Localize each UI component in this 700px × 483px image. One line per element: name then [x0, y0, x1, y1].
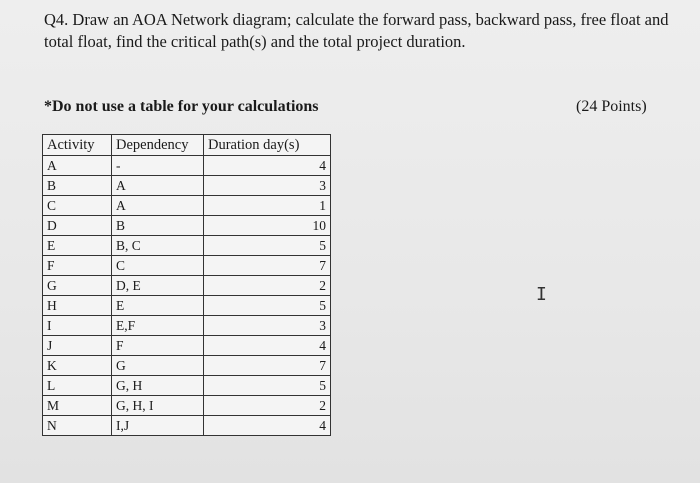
points-label: (24 Points) — [576, 98, 647, 115]
table-row — [43, 356, 331, 376]
table-row — [43, 176, 331, 196]
cell-dependency: E — [112, 296, 204, 316]
header-activity: Activity — [43, 135, 112, 156]
cell-duration: 5 — [204, 236, 331, 256]
cell-dependency: A — [112, 176, 204, 196]
cell-dependency: B, C — [112, 236, 204, 256]
cell-duration: 3 — [204, 316, 331, 336]
cell-dependency: E,F — [112, 316, 204, 336]
table-row — [43, 236, 331, 256]
question-text: Q4. Draw an AOA Network diagram; calculate the forward pass, backward pass, free float and total float, find the critical path(s) and the total project duration. — [44, 10, 669, 51]
table-row — [43, 336, 331, 356]
cell-duration: 4 — [204, 416, 331, 436]
table-row — [43, 256, 331, 276]
cell-dependency: G, H — [112, 376, 204, 396]
table-row — [43, 396, 331, 416]
cell-activity: L — [43, 376, 112, 396]
cell-activity: M — [43, 396, 112, 416]
table-row — [43, 296, 331, 316]
cell-activity: N — [43, 416, 112, 436]
cell-duration: 7 — [204, 256, 331, 276]
activity-table — [42, 134, 331, 436]
cell-dependency: D, E — [112, 276, 204, 296]
cell-dependency: G, H, I — [112, 396, 204, 416]
table-row — [43, 196, 331, 216]
cell-activity: A — [43, 156, 112, 176]
cell-duration: 4 — [204, 336, 331, 356]
cell-dependency: - — [112, 156, 204, 176]
text-cursor-icon: I — [536, 284, 547, 305]
cell-activity: C — [43, 196, 112, 216]
cell-dependency: A — [112, 196, 204, 216]
cell-activity: E — [43, 236, 112, 256]
table-row — [43, 376, 331, 396]
cell-dependency: I,J — [112, 416, 204, 436]
table-row — [43, 216, 331, 236]
cell-activity: B — [43, 176, 112, 196]
cell-dependency: G — [112, 356, 204, 376]
instruction-note: *Do not use a table for your calculations — [44, 98, 319, 115]
cell-duration: 7 — [204, 356, 331, 376]
cell-duration: 2 — [204, 396, 331, 416]
header-dependency: Dependency — [112, 135, 204, 156]
table-body — [43, 156, 331, 436]
cell-duration: 1 — [204, 196, 331, 216]
cell-dependency: C — [112, 256, 204, 276]
table-row — [43, 316, 331, 336]
cell-activity: F — [43, 256, 112, 276]
cell-dependency: F — [112, 336, 204, 356]
table-row — [43, 416, 331, 436]
cell-duration: 3 — [204, 176, 331, 196]
cell-dependency: B — [112, 216, 204, 236]
cell-activity: G — [43, 276, 112, 296]
cell-activity: J — [43, 336, 112, 356]
header-duration: Duration day(s) — [204, 135, 331, 156]
table-row — [43, 156, 331, 176]
cell-activity: I — [43, 316, 112, 336]
cell-duration: 5 — [204, 296, 331, 316]
table-row — [43, 276, 331, 296]
cell-duration: 10 — [204, 216, 331, 236]
cell-duration: 5 — [204, 376, 331, 396]
table-header-row — [43, 135, 331, 156]
cell-duration: 4 — [204, 156, 331, 176]
cell-activity: K — [43, 356, 112, 376]
cell-activity: H — [43, 296, 112, 316]
cell-duration: 2 — [204, 276, 331, 296]
cell-activity: D — [43, 216, 112, 236]
